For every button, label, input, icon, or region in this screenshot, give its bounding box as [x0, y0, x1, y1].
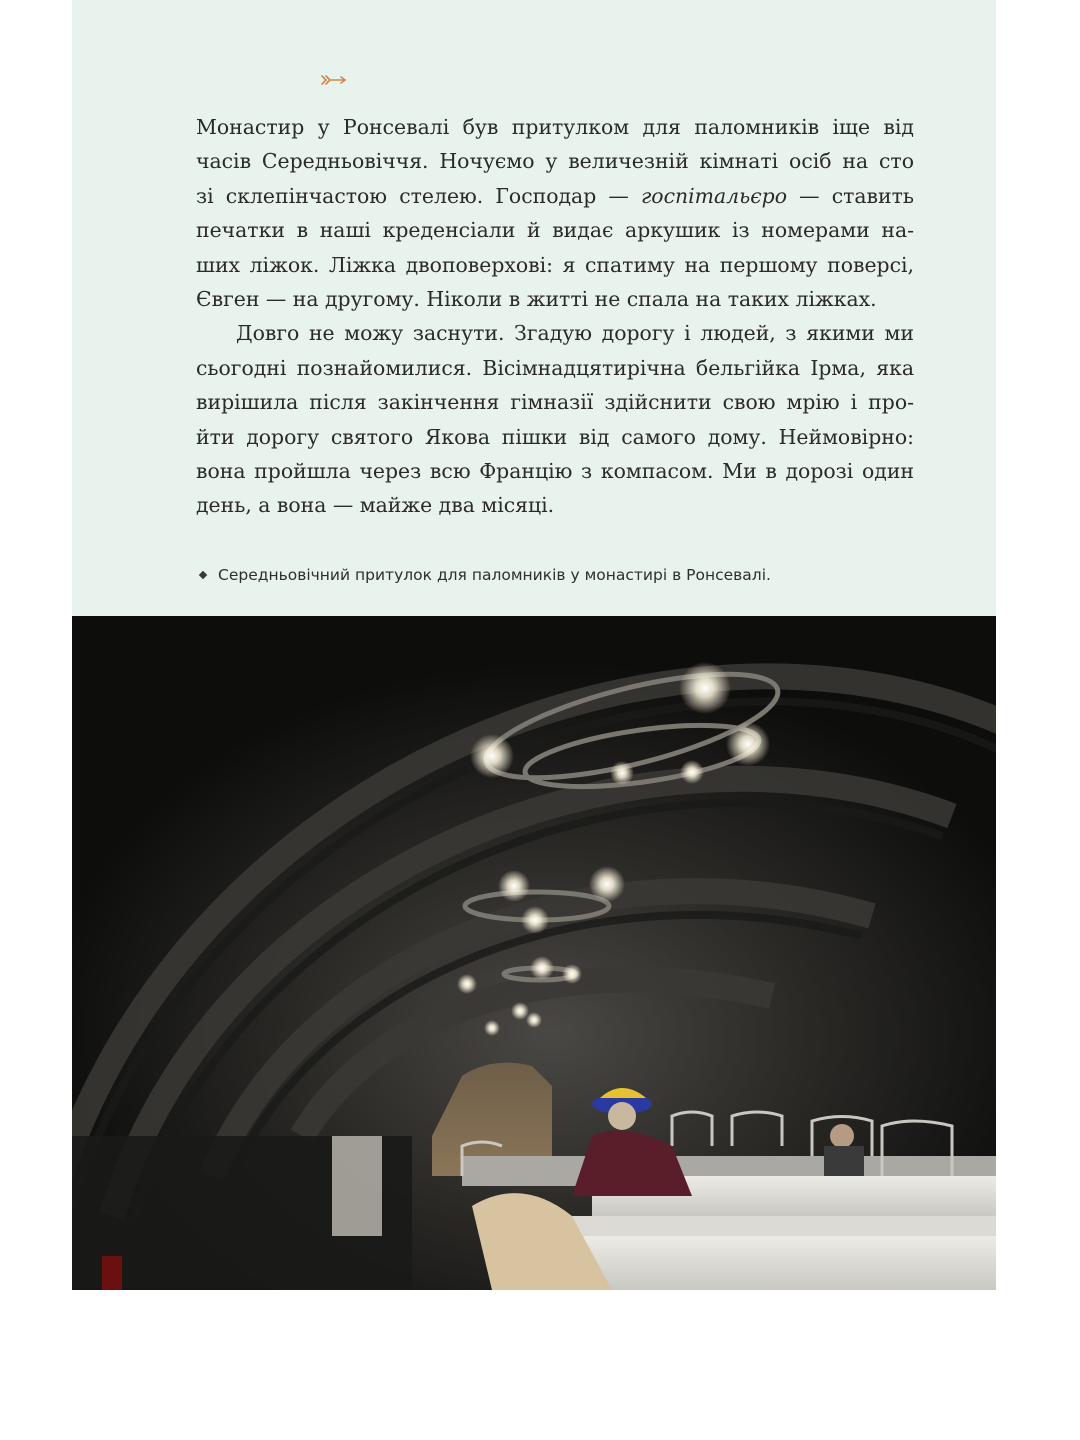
- body-text: [196, 110, 914, 523]
- text-line: Євген — на другому. Ніколи в житті не спала на таких ліжках.: [196, 287, 877, 312]
- text-line: Довго не можу заснути. Згадую дорогу і людей, з якими ми: [236, 321, 914, 346]
- text-fragment: зі склепінчастою стелею. Господар —: [196, 183, 641, 208]
- text-line: вона пройшла через всю Францію з компасом. Ми в дорозі один: [196, 459, 914, 484]
- text-line: день, а вона — майже два місяці.: [196, 493, 555, 518]
- double-arrow-ornament-icon: [320, 74, 350, 86]
- text-fragment: — ставить: [786, 183, 915, 208]
- italic-term: госпітальєро: [640, 183, 787, 208]
- text-line: часів Середньовіччя. Ночуємо у величезній кімнаті осіб на сто: [196, 149, 914, 174]
- caption-text: Середньовічний притулок для паломників у монастирі в Ронсевалі.: [218, 566, 771, 584]
- text-line: ших ліжок. Ліжка двоповерхові: я спатиму на першому поверсі,: [196, 252, 914, 277]
- text-line: йти дорогу святого Якова пішки від самого дому. Неймовірно:: [196, 424, 914, 449]
- text-line: вирішила після закінчення гімназії здійснити свою мрію і про-: [196, 390, 914, 415]
- text-line: печатки в наші креденсіали й видає аркушик із номерами на-: [196, 218, 914, 243]
- text-line: [196, 179, 914, 213]
- photo-caption: [200, 566, 900, 584]
- dormitory-photo: [72, 616, 996, 1290]
- diamond-bullet-icon: [199, 570, 207, 578]
- book-page: [72, 0, 996, 1290]
- text-line: Монастир у Ронсевалі був притулком для паломників іще від: [196, 115, 914, 139]
- text-line: сьогодні познайомилися. Вісімнадцятирічна бельгійка Ірма, яка: [196, 355, 914, 380]
